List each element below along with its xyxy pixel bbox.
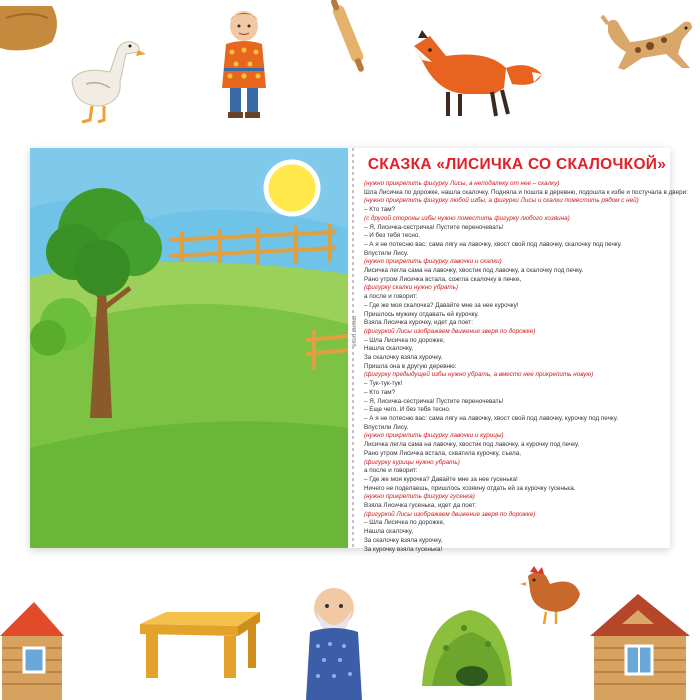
hen-sticker bbox=[516, 562, 590, 628]
story-line: – Кто там? bbox=[364, 206, 396, 214]
sun bbox=[266, 162, 318, 214]
story-line: Взяла Лисичка гусенька, идет да поет: bbox=[364, 502, 477, 510]
fox-sticker bbox=[400, 26, 550, 126]
story-line: а после и говорит: bbox=[364, 467, 418, 475]
man-sticker bbox=[208, 6, 280, 128]
story-line: За курочку взяла гусенька! bbox=[364, 545, 443, 553]
story-line: Рано утром Лисичка встала, сожгла скалочку в печке, bbox=[364, 275, 522, 283]
story-line: Взяла Лисичка курочку, идет да поет: bbox=[364, 319, 473, 327]
story-line: Ничего не поделаешь, пришлось хозяину отдать ей за курочку гусенька. bbox=[364, 484, 576, 492]
story-line: – Где же моя курочка? Давайте мне за нее гусенька! bbox=[364, 475, 518, 483]
story-line: – Кто там? bbox=[364, 388, 396, 396]
story-line: Рано утром Лисичка встала, схватила курочку, съела, bbox=[364, 449, 521, 457]
story-page bbox=[364, 148, 688, 553]
story-instruction-line: (с другой стороны избы нужно поместить фигурку любого хозяина) bbox=[364, 214, 570, 222]
story-line: За скалочку взяла курочку. bbox=[364, 354, 443, 362]
story-line: – Я, Лисичка-сестричка! Пустите переночевать! bbox=[364, 397, 504, 405]
story-line: Впустили Лису. bbox=[364, 423, 409, 431]
story-instruction-line: (нужно прикрепить фигурку Лисы, а неподалеку от нее – скалку) bbox=[364, 180, 560, 187]
story-line: – Тук-тук-тук! bbox=[364, 380, 403, 388]
story-line: За скалочку взяла курочку, bbox=[364, 536, 443, 544]
rolling-pin-sticker bbox=[326, 0, 376, 84]
story-instruction-line: (фигурку курицы нужно убрать) bbox=[364, 458, 460, 466]
cut-line bbox=[350, 148, 364, 548]
story-line: – Шла Лисичка по дорожке, bbox=[364, 336, 445, 344]
burrow-sticker bbox=[412, 598, 520, 696]
story-line: а после и говорит: bbox=[364, 293, 418, 301]
bench-sticker bbox=[130, 604, 270, 688]
story-instruction-line: (нужно прикрепить фигурку любой избы, а фигурки Лисы и скалки поместить рядом с ней) bbox=[364, 197, 639, 205]
story-line: Пришла она в другую деревню: bbox=[364, 362, 457, 370]
story-line: – Где же моя скалочка? Давайте мне за нее курочку! bbox=[364, 301, 519, 309]
book-spread bbox=[30, 148, 688, 553]
story-instruction-line: (фигуркой Лисы изображаем движение зверя по дорожке) bbox=[364, 510, 536, 518]
story-line: Лисичка легла сама на лавочку, хвостик под лавочку, а скалочку под печку. bbox=[364, 267, 584, 275]
story-line: Пришлось мужику отдавать ей курочку. bbox=[364, 310, 479, 318]
story-line: – И без тебя тесно. bbox=[364, 232, 421, 240]
cut-line-label: линия реза bbox=[350, 315, 357, 347]
story-instruction-line: (фигурку скалки нужно убрать) bbox=[364, 284, 459, 292]
story-line: – А я не потесню вас: сама лягу на лавочку, хвост свой под лавочку, курочку под печку. bbox=[364, 414, 618, 422]
story-text bbox=[364, 180, 688, 554]
log-house-sticker bbox=[0, 592, 70, 700]
story-line: – Шла Лисичка по дорожке, bbox=[364, 519, 445, 527]
goose-sticker bbox=[58, 32, 150, 128]
story-title: СКАЗКА «ЛИСИЧКА СО СКАЛОЧКОЙ» bbox=[367, 156, 667, 173]
story-instruction-line: (фигуркой Лисы изображаем движение зверя по дорожке) bbox=[364, 327, 536, 335]
story-instruction-line: (нужно прикрепить фигурку лавочки и скалки) bbox=[364, 258, 502, 266]
story-line: Нашла скалочку, bbox=[364, 345, 414, 353]
old-man-sticker bbox=[296, 580, 372, 700]
story-instruction-line: (фигурку предыдущей избы нужно убрать, а вместо нее прикрепить новую) bbox=[364, 371, 594, 379]
story-instruction-line: (нужно прикрепить фигурку гусенка) bbox=[364, 493, 475, 501]
story-line: Шла Лисичка по дорожке, нашла скалочку. Подняла и пошла в деревню, подошла к избе и постучала в двери: bbox=[364, 188, 688, 196]
log-house-sticker-right bbox=[582, 584, 700, 700]
dog-sticker bbox=[594, 10, 700, 82]
story-line: Впустили Лису. bbox=[364, 249, 409, 257]
story-line: – А я не потесню вас: сама лягу на лавочку, хвост свой под лавочку, скалочку под печку. bbox=[364, 240, 622, 248]
story-instruction-line: (нужно прикрепить фигурку лавочки и курицы) bbox=[364, 432, 504, 440]
story-line: – Я, Лисичка-сестричка! Пустите переночевать! bbox=[364, 223, 504, 231]
story-line: – Еще чего. И без тебя тесно. bbox=[364, 406, 451, 414]
story-line: Нашла скалочку, bbox=[364, 528, 414, 536]
story-line: Лисичка легла сама на лавочку, хвостик под лавочку, а курочку под печку. bbox=[364, 441, 580, 449]
meadow-scene bbox=[30, 148, 348, 548]
